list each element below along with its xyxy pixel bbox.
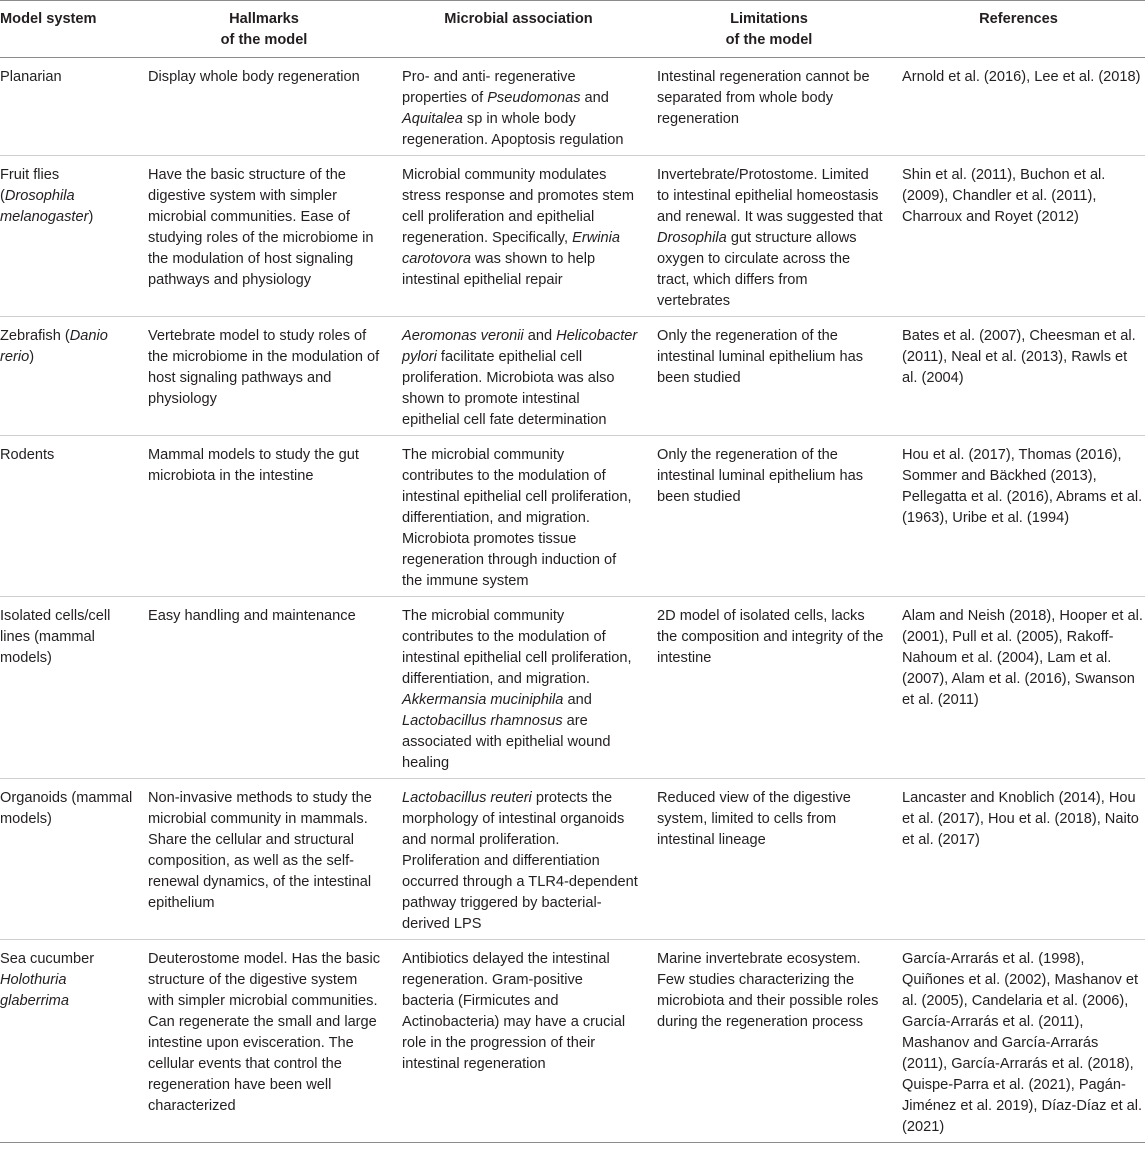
text-segment: protects the morphology of intestinal organoids and normal proliferation. Proliferation and differentiation occurred through a TLR4-dependent pathway triggered by bacterial-derived LPS: [402, 790, 638, 932]
header-limitations-line1: Limitations: [730, 11, 808, 27]
table-header-row: [0, 1, 1145, 58]
cell-references: Hou et al. (2017), Thomas (2016), Sommer and Bäckhed (2013), Pellegatta et al. (2016), Abrams et al. (1963), Uribe et al. (1994): [902, 447, 1143, 526]
species-name: Aeromonas veronii: [402, 328, 524, 344]
table-row: [0, 156, 1145, 317]
cell-references: García-Arrarás et al. (1998), Quiñones et al. (2002), Mashanov et al. (2005), Candelaria et al. (2006), García-Arrarás et al. (2011), Mashanov and García-Arrarás (2011), García-Arrarás et al. (2018), Quispe-Parra et al. (2021), Pagán-Jiménez et al. 2019), Díaz-Díaz et al. (2021): [902, 951, 1143, 1135]
text-segment: sp in whole body regeneration. Apoptosis regulation: [402, 111, 624, 148]
text-segment: and: [523, 328, 557, 344]
text-segment: Planarian: [0, 69, 62, 85]
text-segment: was shown to help intestinal epithelial repair: [402, 251, 596, 288]
cell-references: Lancaster and Knoblich (2014), Hou et al. (2017), Hou et al. (2018), Naito et al. (2017): [902, 790, 1139, 848]
header-references: References: [979, 11, 1058, 27]
species-name: Holothuria glaberrima: [0, 972, 69, 1009]
header-hallmarks-line1: Hallmarks: [229, 11, 299, 27]
text-segment: Microbial community modulates stress response and promotes stem cell proliferation and epithelial regeneration. Specifically,: [402, 167, 634, 246]
cell-model-system: [0, 779, 137, 940]
cell-limitations: [646, 58, 892, 156]
header-limitations: [646, 1, 892, 58]
text-segment: 2D model of isolated cells, lacks the composition and integrity of the intestine: [657, 608, 884, 666]
species-name: Drosophila melanogaster: [0, 188, 89, 225]
table-row: [0, 58, 1145, 156]
species-name: Erwinia carotovora: [402, 230, 620, 267]
header-model-system: Model system: [0, 11, 97, 27]
cell-limitations: [646, 436, 892, 597]
text-segment: facilitate epithelial cell proliferation. Microbiota was also shown to promote intestinal epithelial cell fate determination: [402, 349, 615, 428]
cell-references: Bates et al. (2007), Cheesman et al. (2011), Neal et al. (2013), Rawls et al. (2004): [902, 328, 1136, 386]
text-segment: ): [29, 349, 35, 365]
cell-hallmarks: Easy handling and maintenance: [148, 608, 356, 624]
text-segment: Pro- and anti- regenerative properties of: [402, 69, 576, 106]
cell-hallmarks: Deuterostome model. Has the basic structure of the digestive system with simpler microbial communities. Can regenerate the small and large intestine upon evisceration. The cellular events that control the regeneration have been well characterized: [148, 951, 380, 1114]
species-name: Akkermansia muciniphila: [402, 692, 564, 708]
cell-microbial-association: [391, 156, 646, 317]
table-row: [0, 436, 1145, 597]
cell-hallmarks: Have the basic structure of the digestive system with simpler microbial communities. Ease of studying roles of the microbiome in the modulation of host signaling pathways and physiology: [148, 167, 374, 288]
text-segment: Antibiotics delayed the intestinal regeneration. Gram-positive bacteria (Firmicutes and Actinobacteria) may have a crucial role in the progression of their intestinal regeneration: [402, 951, 626, 1072]
cell-model-system: [0, 597, 137, 779]
cell-microbial-association: [391, 317, 646, 436]
cell-model-system: [0, 317, 137, 436]
cell-hallmarks: Vertebrate model to study roles of the microbiome in the modulation of host signaling pathways and physiology: [148, 328, 380, 407]
text-segment: Isolated cells/cell lines (mammal models): [0, 608, 111, 666]
species-name: Lactobacillus reuteri: [402, 790, 532, 806]
cell-references: Alam and Neish (2018), Hooper et al. (2001), Pull et al. (2005), Rakoff-Nahoum et al. (2004), Lam et al. (2007), Alam et al. (2016), Swanson et al. (2011): [902, 608, 1143, 708]
text-segment: Marine invertebrate ecosystem. Few studies characterizing the microbiota and their possible roles during the regeneration process: [657, 951, 879, 1030]
cell-microbial-association: [391, 436, 646, 597]
cell-microbial-association: [391, 58, 646, 156]
table-row: [0, 940, 1145, 1143]
species-name: Pseudomonas: [487, 90, 581, 106]
text-segment: Only the regeneration of the intestinal luminal epithelium has been studied: [657, 447, 864, 505]
cell-model-system: [0, 940, 137, 1143]
text-segment: Organoids (mammal models): [0, 790, 133, 827]
cell-hallmarks: Mammal models to study the gut microbiota in the intestine: [148, 447, 359, 484]
text-segment: Fruit flies (: [0, 167, 60, 204]
header-hallmarks: [137, 1, 391, 58]
cell-limitations: [646, 940, 892, 1143]
cell-hallmarks: Non-invasive methods to study the microbial community in mammals. Share the cellular and structural composition, as well as the self-renewal dynamics, of the intestinal epithelium: [148, 790, 372, 911]
text-segment: Only the regeneration of the intestinal luminal epithelium has been studied: [657, 328, 864, 386]
species-name: Aquitalea: [402, 111, 463, 127]
species-name: Drosophila: [657, 230, 727, 246]
cell-limitations: [646, 317, 892, 436]
text-segment: ): [88, 209, 94, 225]
species-name: Lactobacillus rhamnosus: [402, 713, 563, 729]
cell-model-system: [0, 58, 137, 156]
text-segment: are associated with epithelial wound healing: [402, 713, 611, 771]
cell-model-system: [0, 436, 137, 597]
table-row: [0, 779, 1145, 940]
text-segment: Sea cucumber: [0, 951, 95, 967]
text-segment: and: [580, 90, 609, 106]
text-segment: Intestinal regeneration cannot be separated from whole body regeneration: [657, 69, 870, 127]
cell-model-system: [0, 156, 137, 317]
text-segment: gut structure allows oxygen to circulate across the tract, which differs from vertebrates: [657, 230, 857, 309]
cell-limitations: [646, 597, 892, 779]
cell-limitations: [646, 156, 892, 317]
species-name: Danio rerio: [0, 328, 108, 365]
table-row: [0, 317, 1145, 436]
cell-hallmarks: Display whole body regeneration: [148, 69, 360, 85]
cell-references: Shin et al. (2011), Buchon et al. (2009), Chandler et al. (2011), Charroux and Royet (2012): [902, 167, 1106, 225]
table-body: [0, 58, 1145, 1143]
cell-microbial-association: [391, 779, 646, 940]
text-segment: Rodents: [0, 447, 55, 463]
cell-references: Arnold et al. (2016), Lee et al. (2018): [902, 69, 1141, 85]
cell-microbial-association: [391, 940, 646, 1143]
text-segment: Invertebrate/Protostome. Limited to intestinal epithelial homeostasis and renewal. It was suggested that: [657, 167, 883, 225]
text-segment: and: [563, 692, 592, 708]
table-row: [0, 597, 1145, 779]
text-segment: The microbial community contributes to the modulation of intestinal epithelial cell proliferation, differentiation, and migration.: [402, 608, 632, 687]
text-segment: The microbial community contributes to the modulation of intestinal epithelial cell proliferation, differentiation, and migration. Microbiota promotes tissue regeneration through induction of the immune system: [402, 447, 632, 589]
text-segment: Reduced view of the digestive system, limited to cells from intestinal lineage: [657, 790, 851, 848]
header-limitations-line2: of the model: [725, 32, 813, 48]
cell-limitations: [646, 779, 892, 940]
header-microbial-association: Microbial association: [444, 11, 593, 27]
cell-microbial-association: [391, 597, 646, 779]
text-segment: Zebrafish (: [0, 328, 70, 344]
species-name: Helicobacter pylori: [402, 328, 638, 365]
header-hallmarks-line2: of the model: [220, 32, 308, 48]
